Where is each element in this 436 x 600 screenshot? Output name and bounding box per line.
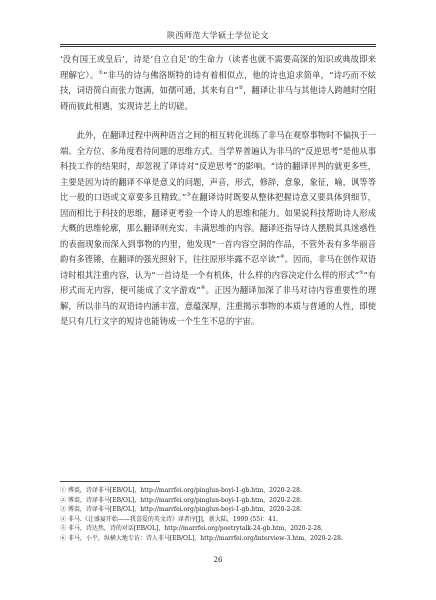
header-rule-top [60, 44, 376, 45]
body-text [60, 52, 376, 330]
header-rule-bottom [60, 46, 376, 47]
paragraph-1-part-1: ‘没有国王或皇后’，诗是‘自立自足’的生命力（读者也就不需要高深的知识或典故即来理解它）。 [60, 54, 376, 80]
footnote-ref-6: ⑥ [200, 285, 206, 292]
footnote-1: ① 博裘，诗译非马[EB/OL]，http://marrfei.org/pinglun-boyi-1-gb.htm，2020-2-28. [60, 487, 302, 494]
footnote-4: ④ 非马.《让盛宴开始——我喜爱的英文诗》译者序[J]，新大陆，1999 (55)：41. [60, 515, 278, 523]
paragraph-2-part-5: 。正因为翻译加深了非马对诗内容重要性的理解，所以非马的双语诗内涵丰富，意蕴深厚，注重揭示事物的本质与普通的人性，即使是只有几行文字的短诗也能铸成一个生生不息的宇宙。 [60, 285, 376, 326]
paragraph-2-part-2: 在翻译诗时既要从整体把握诗意又要具体到细节，因而相比于科技的思维，翻译更考验一个诗人的思维和能力。如果说科技帮助诗人形成大概的思维轮廓，那么翻译则充实、丰满思维的内容。翻译还指导诗人摆脱其具迷惑性的表面现象而深入到事物的内里，他发现“一首内容空洞的作品，不管外表有多华丽音韵有多铿锵，在翻译的强光照射下，往往原形毕露不忍卒读” [60, 192, 376, 264]
footnote-separator [60, 481, 160, 482]
footnote-ref-2: ② [238, 85, 244, 92]
footnote-ref-4: ④ [280, 254, 285, 261]
footnote-ref-5: ⑤ [358, 269, 364, 276]
footnote-ref-3: ③ [186, 192, 192, 199]
paragraph-1-part-3: ，翻译让非马与其他诗人跨越时空阻碍而彼此相遇，实现诗艺上的切磋。 [60, 85, 376, 111]
footnote-ref-1: ① [98, 69, 104, 76]
footnote-2: ② 博裘，诗译非马[EB/OL]，http://marrfei.org/pinglun-boyi-1-gb.htm，2020-2-28. [60, 496, 302, 504]
paragraph-1 [60, 52, 376, 114]
paragraph-2-part-1: 此外，在翻译过程中两种语言之间的相互转化训练了非马在观察事物时不偏执于一端、全方位、多角度看待问题的思维方式。当学界普遍认为非马的“反逆思考”是他从事科技工作的结果时，却忽视了译诗对“反逆思考”的影响。“诗的翻译评判的就更多些，主要是因为诗的翻译不单是意义的问题，声音，形式，修辞，意象，象征，喻，讽等等比一般的口语或文章要多且精致。” [60, 130, 376, 202]
page-number: 26 [213, 556, 223, 564]
page-header: 陕西师范大学硕士学位论文 [167, 31, 269, 40]
footnotes [60, 486, 376, 544]
paragraph-2 [60, 128, 376, 330]
footnote-3: ③ 博裘，诗译非马[EB/OL]，http://marrfei.org/pinglun-boyi-1-gb.htm，2020-2-28. [60, 506, 302, 514]
paragraph-1-part-2: ”非马的诗与佛洛斯特的诗有着相似点，他的诗也追求简单，“诗巧而不炫技，词语简白而张力饱满，如孺可通，其来有自” [60, 69, 376, 95]
paragraph-2-part-4: “有形式而无内容，便可能成了文字游戏” [60, 269, 376, 295]
footnote-5: ⑤ 非马，诗达然，诗的对话[EB/OL]，http://marrfei.org/poetrytalk-24-gb.htm，2020-2-28. [60, 525, 323, 533]
footnote-6: ⑥ 非马，小平，纵横大地专访：诗人非马[EB/OL]，http://marrfei.org/interview-3.htm，2020-2-28. [60, 534, 343, 542]
paragraph-2-part-3: 。因而，非马在创作双语诗时根其注重内容，认为“一首诗是一个有机体，什么样的内容决定什么样的形式” [60, 254, 376, 280]
